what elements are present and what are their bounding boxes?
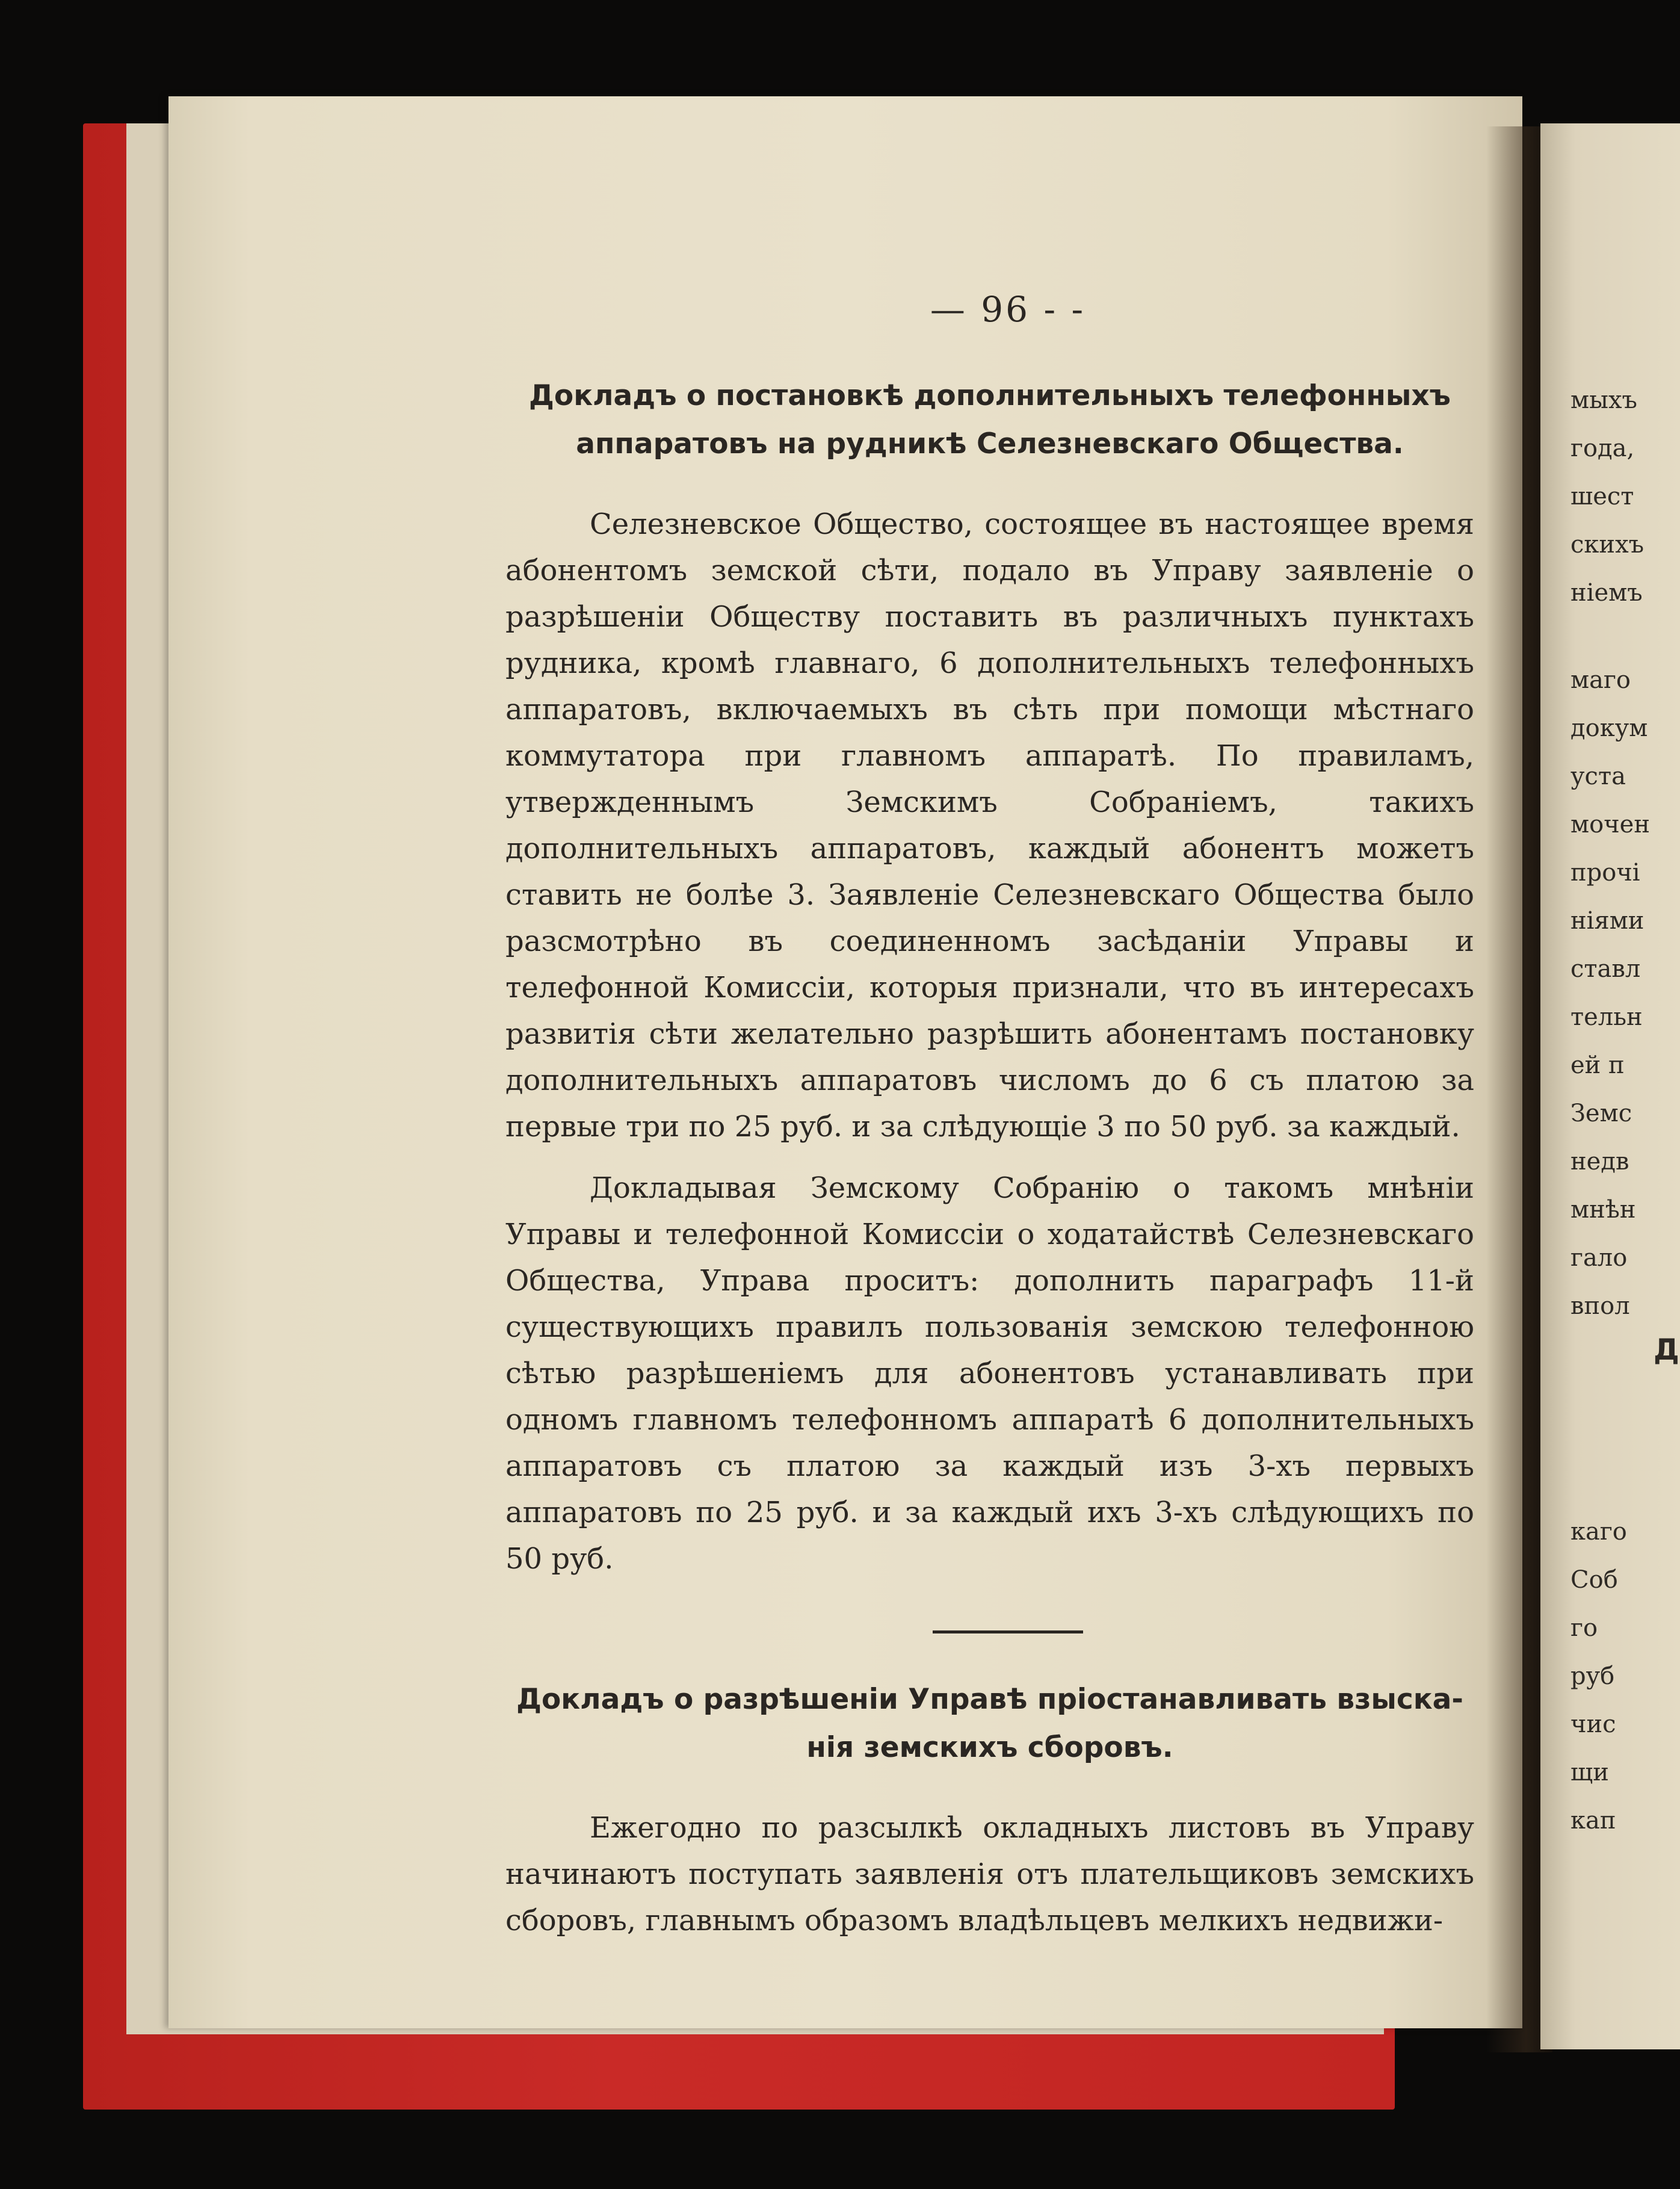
facing-text-group-3 — [1570, 1508, 1627, 1845]
section1-paragraph-1: Селезневское Общество, состоящее въ настоящее время абонентомъ земской сѣти, подало въ Управу заявленіе о разрѣшеніи Обществу поставить въ различныхъ пунктахъ рудника, кромѣ главнаго, 6 дополнительныхъ телефонныхъ аппаратовъ, включаемыхъ въ сѣть при помощи мѣстнаго коммутатора при главномъ аппаратѣ. По правиламъ, утвержденнымъ Земскимъ Собраніемъ, такихъ дополнительныхъ аппаратовъ, каждый абонентъ можетъ ставить не болѣе 3. Заявленіе Селезневскаго Общества было разсмотрѣно въ соединенномъ засѣданіи Управы и телефонной Комиссіи, которыя признали, что въ интересахъ развитія сѣти желательно разрѣшить абонентамъ постановку дополнительныхъ аппаратовъ числомъ до 6 съ платою за первые три по 25 руб. и за слѣдующіе 3 по 50 руб. за каждый. — [505, 507, 1474, 1144]
section-divider — [933, 1630, 1083, 1633]
facing-line: чис — [1570, 1711, 1616, 1738]
section1-heading — [505, 372, 1474, 468]
facing-text-group-2 — [1570, 656, 1650, 1330]
facing-line: ей п — [1570, 1051, 1625, 1079]
page-text — [505, 289, 1474, 1944]
facing-line: скихъ — [1570, 531, 1644, 559]
facing-line: недв — [1570, 1148, 1629, 1175]
facing-line: Земс — [1570, 1100, 1632, 1127]
section2-heading-line2: нія земскихъ сборовъ. — [806, 1731, 1173, 1764]
facing-line: руб — [1570, 1662, 1615, 1690]
facing-heading-fragment: Д — [1654, 1333, 1679, 1367]
facing-line: щи — [1570, 1759, 1609, 1786]
facing-line: го — [1570, 1614, 1598, 1642]
facing-line: мыхъ — [1570, 386, 1637, 414]
section1-heading-line1: Докладъ о постановкѣ дополнительныхъ телефонныхъ — [529, 379, 1451, 412]
facing-line: ніями — [1570, 907, 1644, 935]
facing-line: ставл — [1570, 955, 1641, 983]
section1-paragraph-2: Докладывая Земскому Собранію о такомъ мнѣніи Управы и телефонной Комиссіи о ходатайствѣ Селезневскаго Общества, Управа проситъ: дополнить параграфъ 11-й существующихъ правилъ пользованія земскою телефонною сѣтью разрѣшеніемъ для абонентовъ устанавливать при одномъ главномъ телефонномъ аппаратѣ 6 дополнительныхъ аппаратовъ съ платою за каждый изъ 3-хъ первыхъ аппаратовъ по 25 руб. и за каждый ихъ 3-хъ слѣдующихъ по 50 руб. — [505, 1171, 1474, 1576]
facing-line: года, — [1570, 435, 1635, 462]
facing-line: мнѣн — [1570, 1196, 1636, 1224]
section2-heading — [505, 1676, 1474, 1772]
facing-line: докум — [1570, 714, 1648, 742]
section2-heading-line1: Докладъ о разрѣшеніи Управѣ пріостанавливать взыска- — [516, 1683, 1463, 1716]
facing-line: Соб — [1570, 1566, 1618, 1594]
facing-line: кап — [1570, 1807, 1616, 1834]
facing-line: прочі — [1570, 859, 1640, 887]
facing-line: шест — [1570, 483, 1634, 510]
facing-line: уста — [1570, 763, 1626, 790]
section2-paragraph-1: Ежегодно по разсылкѣ окладныхъ листовъ въ Управу начинаютъ поступать заявленія отъ плательщиковъ земскихъ сборовъ, главнымъ образомъ владѣльцевъ мелкихъ недвижи- — [505, 1811, 1474, 1937]
section1-heading-line2: аппаратовъ на рудникѣ Селезневскаго Общества. — [576, 427, 1404, 460]
facing-line: гало — [1570, 1244, 1628, 1272]
page-number: — 96 - - — [930, 289, 1086, 330]
facing-line: мочен — [1570, 811, 1650, 838]
facing-line: тельн — [1570, 1003, 1643, 1031]
facing-line: маго — [1570, 666, 1631, 694]
facing-line: каго — [1570, 1518, 1627, 1546]
facing-text-group-1 — [1570, 376, 1644, 617]
facing-line: впол — [1570, 1292, 1630, 1320]
facing-line: ніемъ — [1570, 579, 1643, 607]
